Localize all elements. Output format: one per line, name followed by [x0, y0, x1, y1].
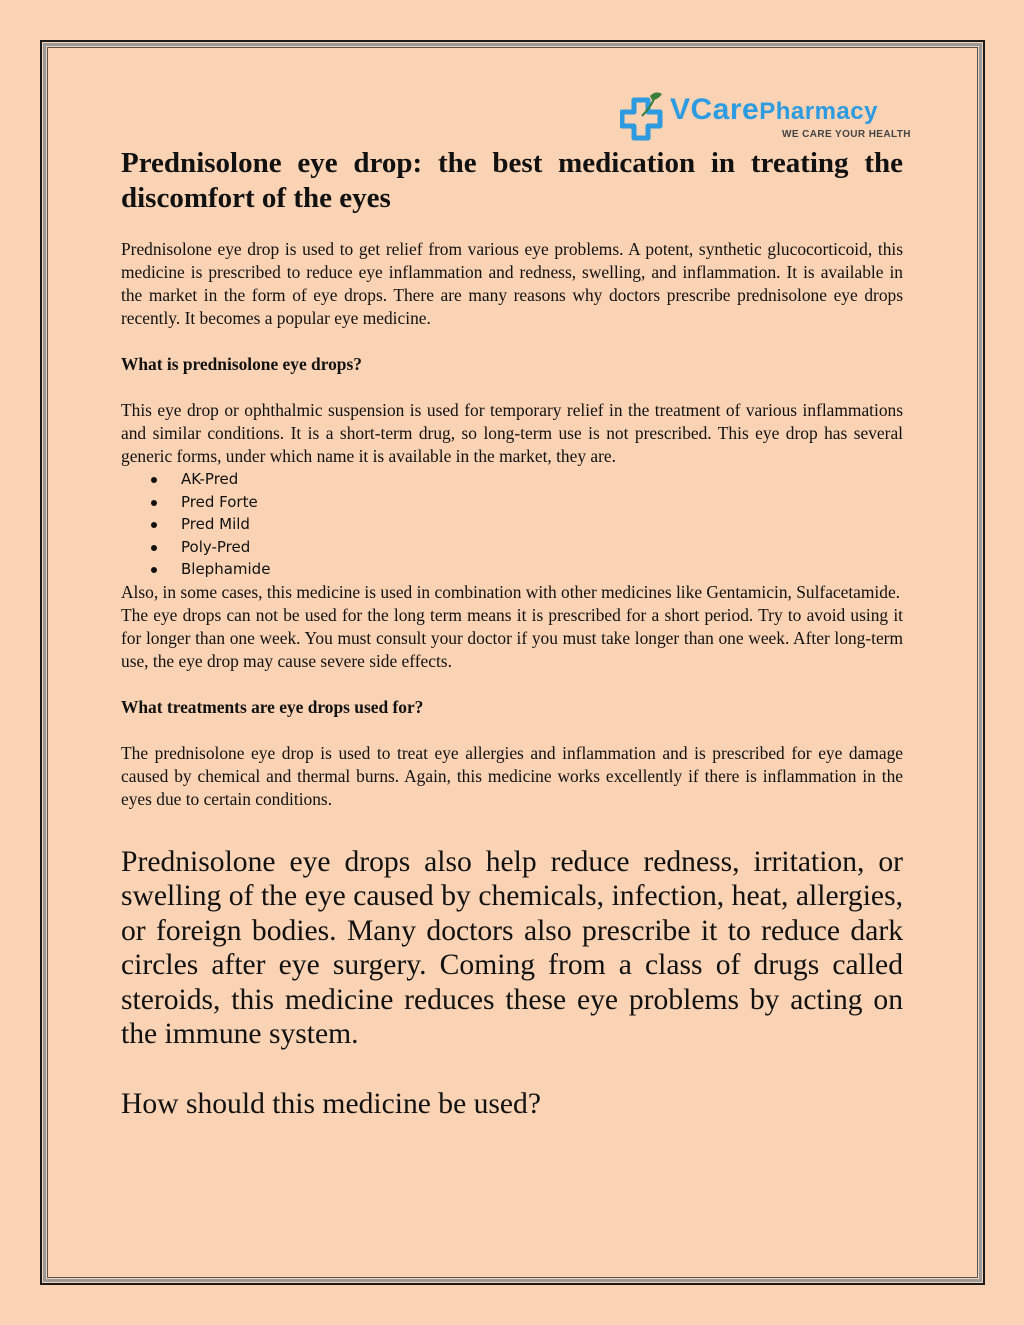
- list-item: [121, 513, 903, 536]
- duration-paragraph: The eye drops can not be used for the long term means it is prescribed for a short period. Try to avoid using it for longer than one week. You must consult your doctor if you must take longer than one week. After long-term use, the eye drop may cause severe side effects.: [121, 604, 903, 671]
- bullet-icon: [151, 567, 157, 573]
- logo-tagline: WE CARE YOUR HEALTH: [782, 129, 911, 140]
- section2-heading: What treatments are eye drops used for?: [121, 696, 424, 717]
- bullet-icon: [151, 522, 157, 528]
- section1-heading: What is prednisolone eye drops?: [121, 354, 362, 374]
- logo-brand-second: Pharmacy: [759, 98, 878, 125]
- document-title: Prednisolone eye drop: the best medication in treating the discomfort of the eyes: [121, 147, 903, 214]
- large-paragraph: Prednisolone eye drops also help reduce redness, irritation, or swelling of the eye caused by chemicals, infection, heat, allergies, or foreign bodies. Many doctors also prescribe it to reduce dark circles after eye surgery. Coming from a class of drugs called steroids, this medicine reduces these eye problems by acting on the immune system.: [121, 845, 903, 1051]
- large-heading: How should this medicine be used?: [121, 1088, 541, 1121]
- generic-forms-list: [121, 468, 903, 581]
- bullet-icon: [151, 545, 157, 551]
- list-item-label: Pred Mild: [181, 515, 250, 533]
- combination-paragraph: Also, in some cases, this medicine is used in combination with other medicines like Gentamicin, Sulfacetamide.: [121, 581, 901, 602]
- list-item: [121, 536, 903, 559]
- list-item: [121, 558, 903, 581]
- medical-cross-icon: [620, 90, 670, 145]
- list-item-label: AK-Pred: [181, 470, 239, 488]
- intro-paragraph: Prednisolone eye drop is used to get relief from various eye problems. A potent, synthetic glucocorticoid, this medicine is prescribed to reduce eye inflammation and redness, swelling, and inflammation. It is available in the market in the form of eye drops. There are many reasons why doctors prescribe prednisolone eye drops recently. It becomes a popular eye medicine.: [121, 239, 903, 328]
- logo-brand-name: [670, 93, 878, 129]
- logo-brand-main: VCare: [670, 93, 760, 126]
- list-item-label: Blephamide: [181, 560, 271, 578]
- section2-paragraph: The prednisolone eye drop is used to treat eye allergies and inflammation and is prescribed for eye damage caused by chemical and thermal burns. Again, this medicine works excellently if there is inflammation in the eyes due to certain conditions.: [121, 742, 903, 809]
- list-item-label: Pred Forte: [181, 492, 258, 511]
- bullet-icon: [151, 500, 157, 506]
- list-item: [121, 491, 903, 514]
- bullet-icon: [151, 477, 157, 483]
- vcare-pharmacy-logo: [620, 90, 950, 150]
- list-item: [121, 468, 903, 491]
- section1-paragraph: This eye drop or ophthalmic suspension is used for temporary relief in the treatment of various inflammations and similar conditions. It is a short-term drug, so long-term use is not prescribed. This eye drop has several generic forms, under which name it is available in the market, they are.: [121, 400, 903, 466]
- document-body: [121, 146, 903, 1122]
- list-item-label: Poly-Pred: [181, 537, 251, 556]
